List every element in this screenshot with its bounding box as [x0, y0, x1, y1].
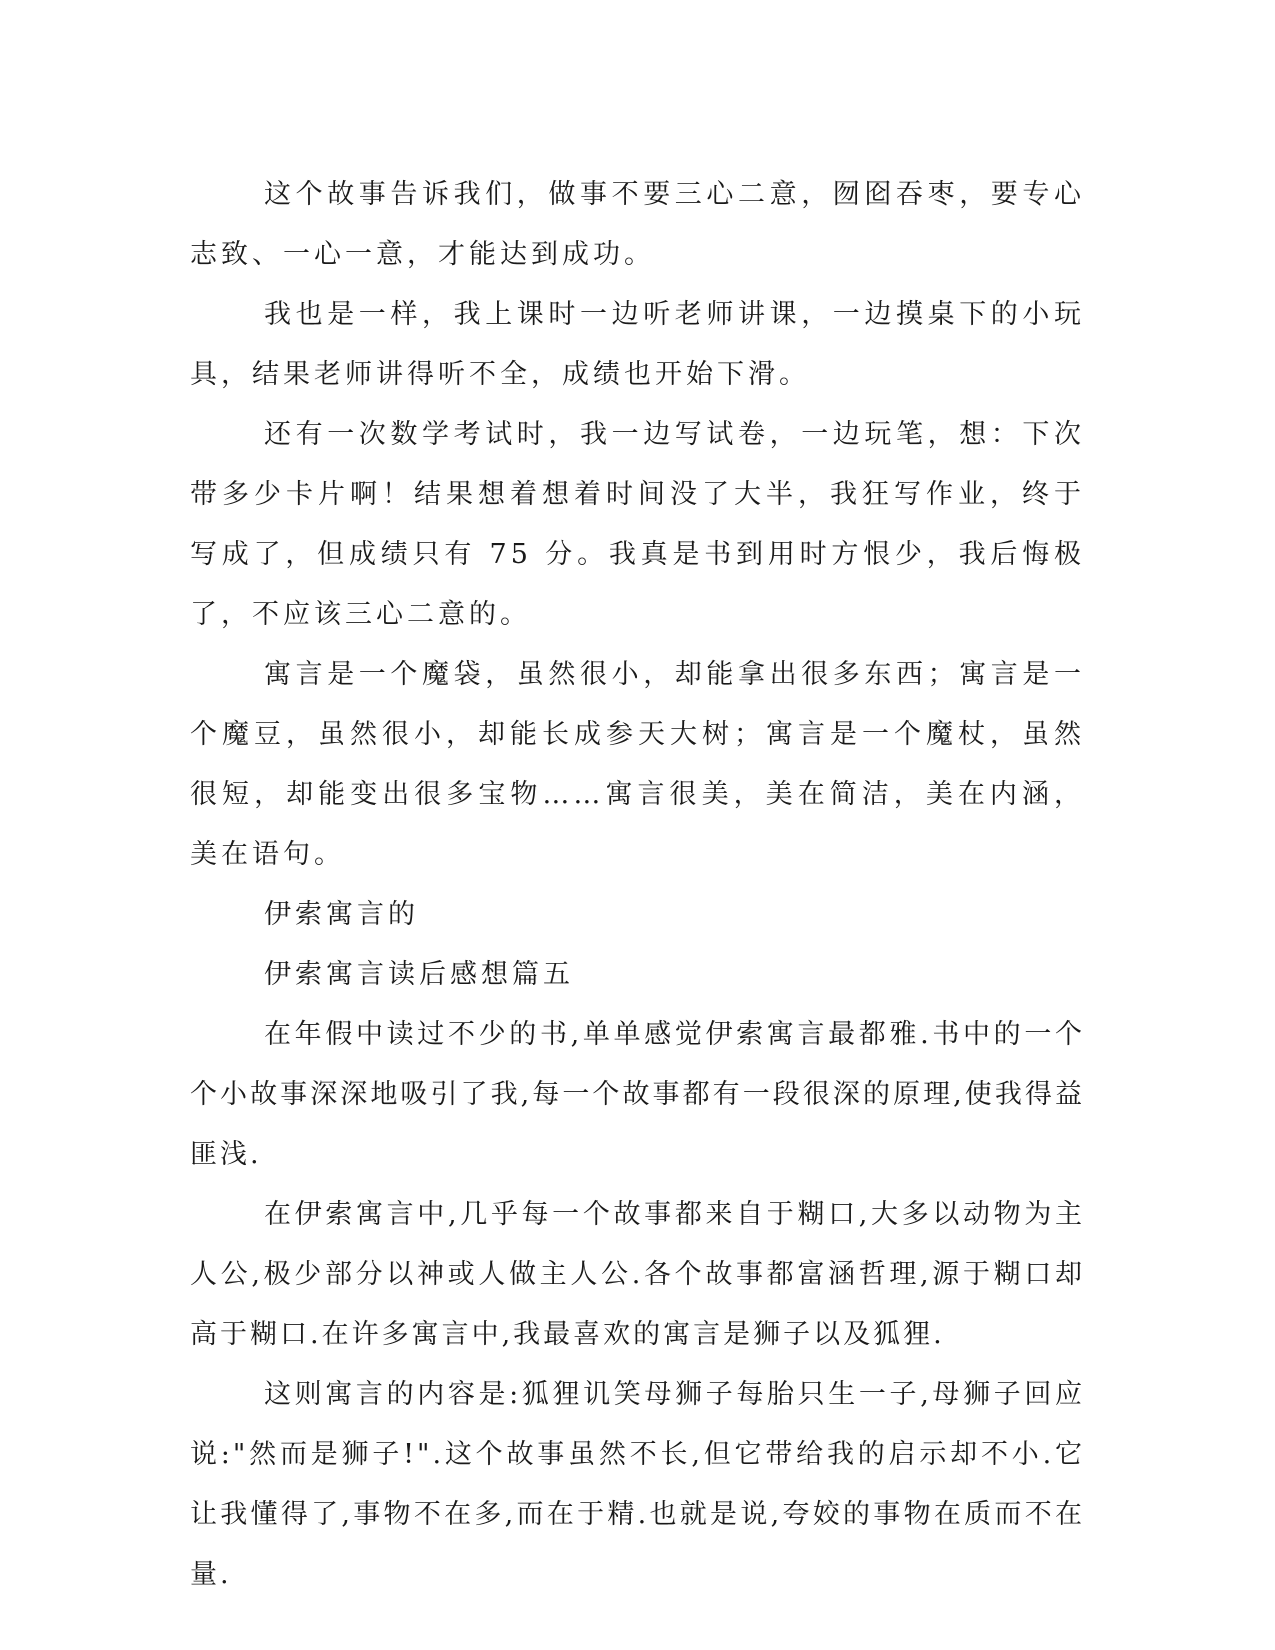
paragraph: 在伊索寓言中,几乎每一个故事都来自于糊口,大多以动物为主人公,极少部分以神或人做主人公.各个故事都富涵哲理,源于糊口却高于糊口.在许多寓言中,我最喜欢的寓言是狮子以及狐狸.	[190, 1199, 1085, 1350]
paragraph: 这个故事告诉我们，做事不要三心二意，囫囵吞枣，要专心志致、一心一意，才能达到成功。	[190, 179, 1085, 270]
paragraph: 在年假中读过不少的书,单单感觉伊索寓言最都雅.书中的一个个小故事深深地吸引了我,每一个故事都有一段很深的原理,使我得益匪浅.	[190, 1019, 1085, 1170]
paragraph: 寓言是一个魔袋，虽然很小，却能拿出很多东西；寓言是一个魔豆，虽然很小，却能长成参天大树；寓言是一个魔杖，虽然很短，却能变出很多宝物……寓言很美，美在简洁，美在内涵，美在语句。	[190, 659, 1085, 870]
section-heading: 伊索寓言读后感想篇五	[264, 959, 574, 990]
section-heading: 伊索寓言的	[264, 899, 419, 930]
document-body	[190, 165, 1085, 1605]
paragraph: 还有一次数学考试时，我一边写试卷，一边玩笔，想：下次带多少卡片啊！结果想着想着时间没了大半，我狂写作业，终于写成了，但成绩只有 75 分。我真是书到用时方恨少，我后悔极了，不应该三心二意的。	[190, 419, 1085, 630]
paragraph: 这则寓言的内容是:狐狸讥笑母狮子每胎只生一子,母狮子回应说:"然而是狮子!".这个故事虽然不长,但它带给我的启示却不小.它让我懂得了,事物不在多,而在于精.也就是说,夸姣的事物在质而不在量.	[190, 1379, 1085, 1590]
paragraph: 我也是一样，我上课时一边听老师讲课，一边摸桌下的小玩具，结果老师讲得听不全，成绩也开始下滑。	[190, 299, 1085, 390]
